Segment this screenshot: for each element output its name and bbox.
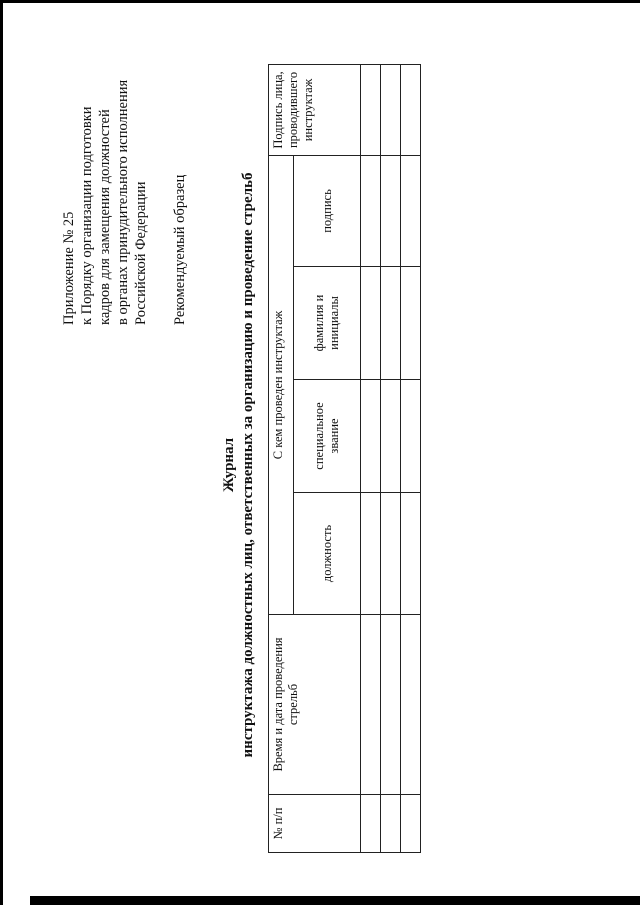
- col-instructor-signature-header: Подпись лица, проводившего инструктаж: [269, 64, 361, 155]
- appendix-line: Приложение № 25: [61, 211, 77, 325]
- appendix-block: [60, 70, 150, 325]
- table-cell: [361, 64, 381, 155]
- table-cell: [381, 64, 401, 155]
- table-cell: [401, 64, 421, 155]
- document-title-block: [220, 125, 258, 805]
- table-cell: [381, 155, 401, 266]
- table-cell: [401, 155, 421, 266]
- table-cell: [361, 795, 381, 853]
- col-signature-header: подпись: [294, 155, 361, 266]
- col-name-header: фамилия и инициалы: [294, 267, 361, 380]
- appendix-line: кадров для замещения должностей: [97, 109, 113, 325]
- appendix-line: Российской Федерации: [133, 181, 149, 325]
- table-cell: [401, 380, 421, 493]
- appendix-line: к Порядку организации подготовки: [79, 106, 95, 325]
- table-cell: [381, 795, 401, 853]
- table-row: [361, 64, 381, 852]
- table-row: [401, 64, 421, 852]
- table-row: [381, 64, 401, 852]
- document-subtitle: инструктажа должностных лиц, ответственных за организацию и проведение стрельб: [240, 172, 256, 758]
- col-datetime-header: Время и дата проведения стрельб: [269, 615, 361, 795]
- table-cell: [401, 267, 421, 380]
- sample-label: Рекомендуемый образец: [172, 174, 188, 325]
- col-conducted-by-header: С кем проведен инструктаж: [269, 155, 294, 614]
- table-cell: [401, 795, 421, 853]
- table-cell: [361, 380, 381, 493]
- table-cell: [381, 380, 401, 493]
- table-cell: [361, 493, 381, 615]
- appendix-line: в органах принудительного исполнения: [115, 79, 131, 325]
- table-cell: [361, 155, 381, 266]
- table-cell: [381, 493, 401, 615]
- col-position-header: должность: [294, 493, 361, 615]
- table-cell: [361, 615, 381, 795]
- table-cell: [401, 615, 421, 795]
- col-number-header: № п/п: [269, 795, 361, 853]
- table-cell: [381, 615, 401, 795]
- table-cell: [381, 267, 401, 380]
- col-rank-header: специальное звание: [294, 380, 361, 493]
- document-title: Журнал: [221, 437, 237, 493]
- journal-table: [268, 64, 421, 853]
- table-cell: [401, 493, 421, 615]
- table-cell: [361, 267, 381, 380]
